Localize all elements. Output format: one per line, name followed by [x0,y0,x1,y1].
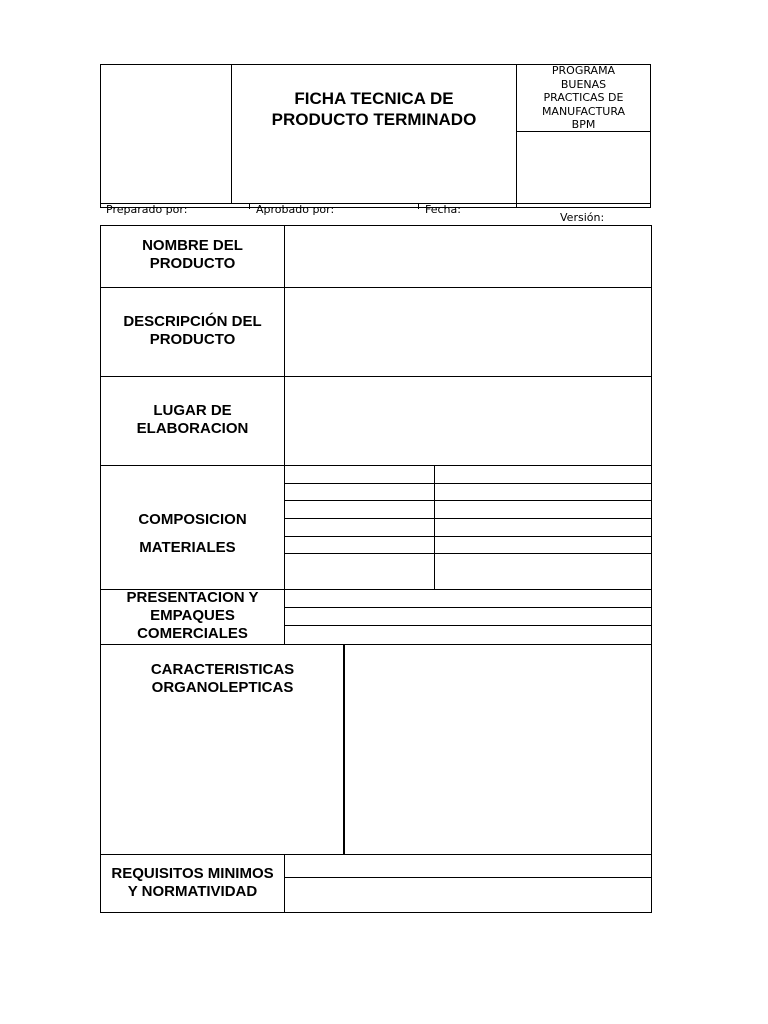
product-description-field[interactable] [285,288,651,376]
composition-label-1: COMPOSICION [138,511,247,528]
composition-table[interactable] [285,466,651,589]
program-line-2: BUENAS [560,77,607,91]
program-label [517,64,650,132]
title-line-1: FICHA TECNICA DE [294,89,454,108]
prepared-by-label: Preparado por: [106,203,188,216]
program-line-3: PRACTICAS DE [543,91,624,104]
production-place-line-1: LUGAR DE [153,402,232,419]
program-line-1: PROGRAMA [551,64,616,77]
packaging-field[interactable] [285,590,651,644]
product-name-label [101,237,284,273]
requirements-line-1: REQUISITOS MINIMOS [111,865,274,882]
date-label: Fecha: [425,203,461,216]
packaging-line-1: PRESENTACION Y [126,589,259,606]
product-description-line-2: PRODUCTO [149,331,236,348]
product-name-field[interactable] [285,226,651,287]
packaging-line-2: EMPAQUES [150,607,235,624]
document-title [232,88,516,130]
approved-by-label: Aprobado por: [256,203,335,216]
packaging-line-3: COMERCIALES [137,625,248,642]
production-place-field[interactable] [285,377,651,465]
organoleptic-line-2: ORGANOLEPTICAS [151,679,294,696]
requirements-label [101,865,284,901]
product-description-line-1: DESCRIPCIÓN DEL [123,313,262,330]
version-label: Versión: [560,211,605,224]
product-name-line-1: NOMBRE DEL [142,237,243,254]
title-line-2: PRODUCTO TERMINADO [271,110,477,129]
organoleptic-line-1: CARACTERISTICAS [150,661,295,678]
requirements-line-2: Y NORMATIVIDAD [127,883,258,900]
production-place-label [101,402,284,438]
organoleptic-field[interactable] [346,645,651,854]
program-line-4: MANUFACTURA [541,104,626,118]
program-line-5: BPM [571,118,596,131]
product-name-line-2: PRODUCTO [149,255,236,272]
requirements-field[interactable] [285,855,651,912]
composition-label-2: MATERIALES [139,539,236,556]
organoleptic-label [126,661,319,697]
production-place-line-2: ELABORACION [136,420,249,437]
packaging-label [101,589,284,643]
product-description-label [101,313,284,349]
